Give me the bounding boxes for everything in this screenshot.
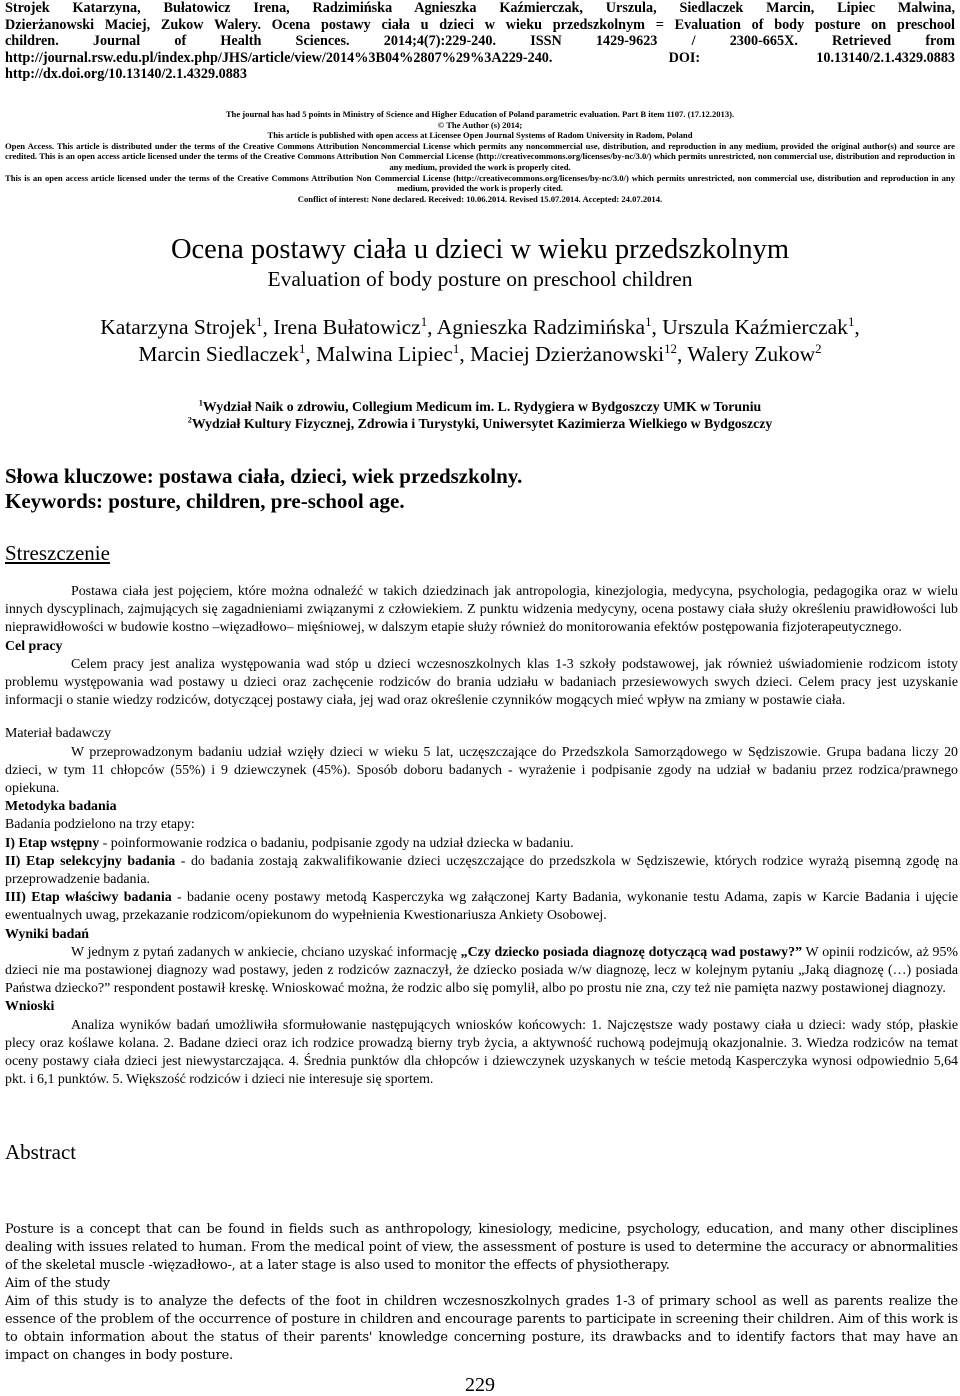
title-polish: Ocena postawy ciała u dzieci w wieku przedszkolnym [170,234,790,265]
affiliation-1 [0,398,960,415]
stage-label: I) Etap wstępny [5,835,100,851]
stage-text: - poinformowanie rodzica o badaniu, podpisanie zgody na udział dziecka w badaniu. [99,835,574,851]
paragraph: Analiza wyników badań umożliwiła sformułowanie następujących wniosków końcowych: 1. Najczęstsze wady postawy ciała u dzieci: wady stóp, płaskie plecy oraz koślawe kolana. 2. Badane dzieci oraz ich rodzice prowadzą bierny tryb życia, a aktywność ruchową podejmują okazjonalnie. 3. Wiedza rodziców na temat oceny postawy ciała dzieci jest niewystarczająca. 4. Średnia punktów dla chłopców i dziewczynek uzyskanych w teście metodą Kasperczyka wynosi odpowiednio 5,64 pkt. i 6,1 punktów. 5. Większość rodziców i dzieci nie interesuje się sportem. [5,1017,958,1088]
separator: , [854,315,860,339]
subheading: Materiał badawczy [5,726,112,742]
text-run: W opinii rodziców, aż 95% dzieci nie ma postawionej diagnozy wad postawy, jeden z rodziców zaznaczył, że dziecko posiada w/w diagnozę, lecz w kolejnym pytaniu „Jaką diagnozę (…) posiada Państwa dziecko?” respondent postawił kreskę. Wnioskować można, że rodzic albo się pomylił, albo po prostu nie zna, czy też nie pamięta nazwy postawionej diagnozy. [5,944,958,997]
page-number: 229 [465,1374,495,1396]
stage-text: - do badania zostają zakwalifikowanie dzieci uczęszczające do przedszkola w Sędziszewie, których rodzice wyrażą pisemną zgodę na przeprowadzenie badania. [5,853,958,888]
affil-mark: 1 [452,341,460,356]
author: , Agnieszka Radzimińska [427,315,646,339]
streszczenie-body [5,583,958,1089]
affiliations [0,398,960,432]
affil-number: 2 [187,415,192,425]
author-list [0,314,960,368]
keywords-english: Keywords: posture, children, pre-school age. [5,489,405,513]
affil-number: 1 [198,398,203,408]
affiliation-text: Wydział Kultury Fizycznej, Zdrowia i Turystyki, Uniwersytet Kazimierza Wielkiego w Bydgoszczy [191,416,773,431]
abstract-body [5,1221,958,1365]
paragraph [5,944,958,999]
subheading: Wnioski [5,999,55,1015]
title-english: Evaluation of body posture on preschool children [267,267,693,291]
citation-url-line [5,50,955,67]
affil-mark: 12 [664,341,677,356]
section-heading-streszczenie: Streszczenie [5,541,110,565]
paragraph: Posture is a concept that can be found in fields such as anthropology, kinesiology, medicine, psychology, education, and many other disciplines dealing with issues related to human. From the medical point of view, the assessment of posture is used to determine the accuracy or abnormalities of the skeletal muscle -więzadłowo-, at a later stage is also used to monitor the effects of physiotherapy. [5,1222,958,1273]
stage-label: II) Etap selekcyjny badania [5,853,176,869]
section-heading-abstract: Abstract [5,1140,77,1164]
author: , Irena Bułatowicz [262,315,421,339]
stage-item [5,835,958,853]
stage-item [5,889,958,925]
stage-text: - badanie oceny postawy metodą Kasperczyka wg załączonej Karty Badania, wykonanie testu Adama, zapis w Karcie Badania i ujęcie ewentualnych uwag, przekazanie rodzicom/opiekunom do wypełnienia Kwestionariusza Ankiety Osobowej. [5,890,958,924]
affil-mark: 1 [645,314,652,329]
notice-copyright: © The Author (s) 2014; [437,119,523,130]
paragraph: Aim of this study is to analyze the defects of the foot in children wczesnoszkolnych grades 1-3 of primary school as well as parents realize the essence of the problem of the occurrence of posture in children and encourage parents to participate in screening their children. Aim of this work is to obtain information about the status of their parents' knowledge concerning posture, its drawbacks and to identify factors that may have an impact on changes in body posture. [5,1294,958,1363]
affil-mark: 1 [298,341,306,356]
doi-value: 10.13140/2.1.4329.0883 [816,49,956,66]
doi-url[interactable]: http://dx.doi.org/10.13140/2.1.4329.0883 [5,66,247,83]
subheading: Cel pracy [5,638,63,654]
doi-label: DOI: [668,49,701,66]
affiliation-2 [0,415,960,432]
affil-mark: 1 [256,314,263,329]
subheading: Aim of the study [5,1276,110,1291]
notice-license-2: This is an open access article licensed under the terms of the Creative Commons Attribution Non Commercial License (http://creativecommons.org/licenses/by-nc/3.0/) which permits unrestricted, non commercial use, distribution and reproduction in any medium, provided the work is properly cited. [5,172,955,194]
notice-license-1: Open Access. This article is distributed under the terms of the Creative Commons Attribution Noncommercial License which permits any noncommercial use, distribution, and reproduction in any medium, provided the original author(s) and source are credited. This is an open access article licensed under the terms of the Creative Commons Attribution Non Commercial License (http://creativecommons.org/licenses/by-nc/3.0/) which permits unrestricted, non commercial use, distribution and reproduction in any medium, provided the work is properly cited. [5,140,955,172]
author: , Walery Zukow [676,342,816,366]
affil-mark: 2 [815,341,822,356]
affil-mark: 1 [847,314,855,329]
citation-line: children. Journal of Health Sciences. 2014;4(7):229-240. ISSN 1429-9623 / 2300-665X. Retrieved from [5,33,955,50]
notice-open-access: This article is published with open access at Licensee Open Journal Systems of Radom University in Radom, Poland [267,130,693,141]
stage-item [5,853,958,889]
subheading: Metodyka badania [5,799,117,815]
author: , Maciej Dzierżanowski [459,342,665,366]
keywords-polish: Słowa kluczowe: postawa ciała, dzieci, wiek przedszkolny. [5,464,523,488]
paragraph: Postawa ciała jest pojęciem, które można odnaleźć w takich dziedzinach jak antropologia, kinezjologia, medycyna, psychologia, pedagogika oraz w wielu innych dyscyplinach, zajmujących się zagadnieniami związanymi z człowiekiem. Z punktu widzenia medycyny, ocena postawy ciała służy określeniu prawidłowości lub nieprawidłowości w budowie kostno –więzadłowo– mięśniowej, w dalszym etapie służy również do monitorowania efektów postępowania fizjoterapeutycznego. [5,584,958,636]
citation-line: Strojek Katarzyna, Bułatowicz Irena, Radzimińska Agnieszka Kaźmierczak, Urszula, Siedlaczek Marcin, Lipiec Malwina, [5,0,955,16]
paragraph: Badania podzielono na trzy etapy: [5,817,195,833]
question-quote: „Czy dziecko posiada diagnozę dotyczącą wad postawy?” [460,944,803,960]
subheading: Wyniki badań [5,926,90,942]
article-url[interactable]: http://journal.rsw.edu.pl/index.php/JHS/article/view/2014%3B04%2807%29%3A229-240. [5,49,553,66]
text-run: W jednym z pytań zadanych w ankiecie, chciano uzyskać informację [71,944,461,960]
affiliation-text: Wydział Naik o zdrowiu, Collegium Medicum im. L. Rydygiera w Bydgoszczy UMK w Toruniu [202,399,762,414]
stage-label: III) Etap właściwy badania [5,890,172,906]
citation-block [5,0,955,83]
author: , Urszula Kaźmierczak [651,315,848,339]
notice-points: The journal has had 5 points in Ministry of Science and Higher Education of Poland parametric evaluation. Part B item 1107. (17.12.2013). [225,109,735,119]
affil-mark: 1 [420,314,428,329]
author: Marcin Siedlaczek [138,342,299,366]
author: , Malwina Lipiec [305,342,453,366]
notice-conflict: Conflict of interest: None declared. Received: 10.06.2014. Revised 15.07.2014. Accepted: 24.07.2014. [297,193,663,204]
license-notice [5,109,955,204]
author: Katarzyna Strojek [100,315,257,339]
paragraph: W przeprowadzonym badaniu udział wzięły dzieci w wieku 5 lat, uczęszczające do Przedszkola Samorządowego w Sędziszowie. Grupa badana liczy 20 dzieci, w tym 11 chłopców (55%) i 9 dziewczynek (45%). Sposób doboru badanych - wyrażenie i podpisanie zgody na udział w badaniu przez rodzica/prawnego opiekuna. [5,744,958,797]
paragraph: Celem pracy jest analiza występowania wad stóp u dzieci wczesnoszkolnych klas 1-3 szkoły podstawowej, jak również uświadomienie rodzicom istoty problemu występowania wad postawy u dzieci oraz zachęcenie rodziców do brania udziału w badaniach przesiewowych swych dzieci. Celem pracy jest uzyskanie informacji o stanie wiedzy rodziców, dotyczącej postawy ciała, jej wad oraz określenie czynników mogących mieć wpływ na zmiany w postawie ciała. [5,656,958,709]
citation-line: Dzierżanowski Maciej, Zukow Walery. Ocena postawy ciała u dzieci w wieku przedszkolnym = Evaluation of body posture on preschool [5,16,955,33]
